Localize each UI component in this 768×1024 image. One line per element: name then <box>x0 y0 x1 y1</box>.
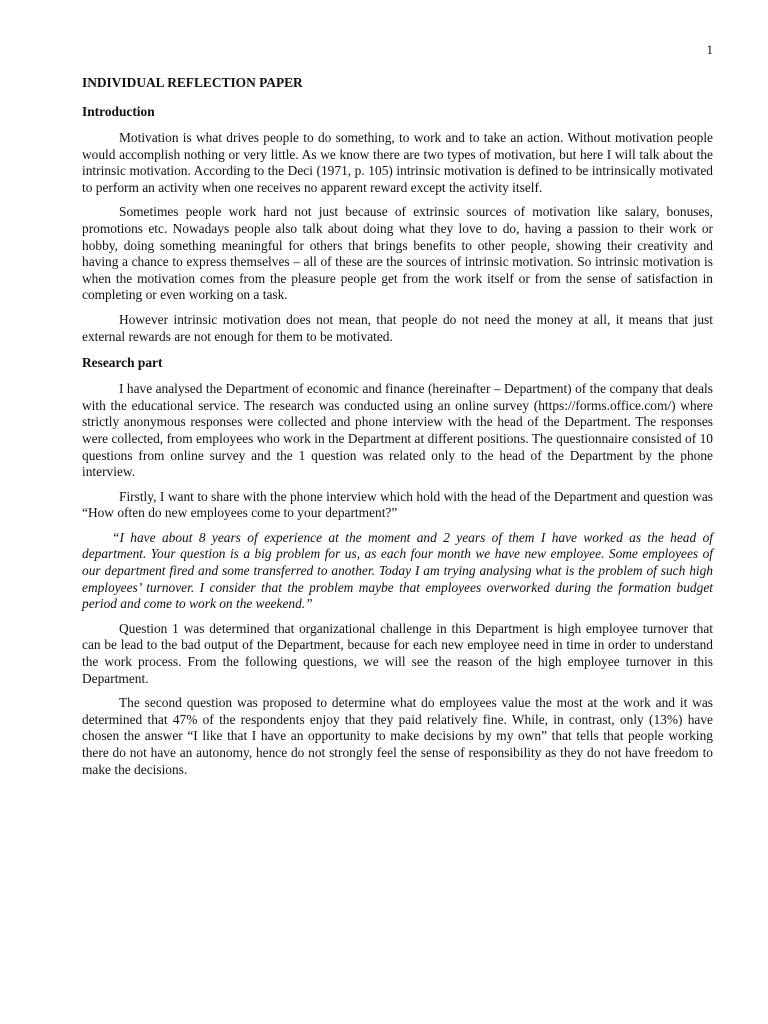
intro-paragraph-3: However intrinsic motivation does not mean, that people do not need the money at all, it means that just external rewards are not enough for them to be motivated. <box>82 311 713 344</box>
document-body <box>82 104 713 786</box>
research-paragraph-1: I have analysed the Department of economic and finance (hereinafter – Department) of the company that deals with the educational service. The research was conducted using an online survey (https://forms.office.com/) where strictly anonymous responses were collected and phone interview with the head of the Department. The responses were collected, from employees who work in the Department at different positions. The questionnaire consisted of 10 questions from online survey and the 1 question was related only to the head of the Department by the phone interview. <box>82 381 713 480</box>
research-paragraph-2: Firstly, I want to share with the phone interview which hold with the head of the Department and question was “How often do new employees come to your department?” <box>82 488 713 521</box>
interview-quote: “I have about 8 years of experience at the moment and 2 years of them I have worked as the head of department. Your question is a big problem for us, as each four month we have new employee. Some employees of our department fired and some transferred to another. Today I am trying analysing what is the problem of such high employees’ turnover. I consider that the problem maybe that employees overworked during the formation budget period and come to work on the weekend.” <box>82 529 713 612</box>
document-title: INDIVIDUAL REFLECTION PAPER <box>82 75 303 90</box>
intro-paragraph-1: Motivation is what drives people to do something, to work and to take an action. Without motivation people would accomplish nothing or very little. As we know there are two types of motivation, but here I will talk about the intrinsic motivation. According to the Deci (1971, p. 105) intrinsic motivation is defined to be intrinsically motivated to perform an activity when one receives no apparent reward except the activity itself. <box>82 130 713 195</box>
page-number: 1 <box>706 42 713 57</box>
research-paragraph-3: Question 1 was determined that organizational challenge in this Department is high employee turnover that can be lead to the bad output of the Department, because for each new employee need in time in order to understand the work process. From the following questions, we will see the reason of the high employee turnover in this Department. <box>82 620 713 686</box>
research-heading: Research part <box>82 355 163 371</box>
introduction-heading: Introduction <box>82 104 155 119</box>
intro-paragraph-2: Sometimes people work hard not just because of extrinsic sources of motivation like salary, bonuses, promotions etc. Nowadays people also talk about doing what they love to do, having a passion to their work or hobby, doing something meaningful for others that brings benefits to other people, showing their creativity and having a chance to express themselves – all of these are the sources of intrinsic motivation. So intrinsic motivation is when the motivation comes from the pleasure people get from the work itself or from the sense of satisfaction in completing or even working on a task. <box>82 204 713 303</box>
research-paragraph-4: The second question was proposed to determine what do employees value the most at the work and it was determined that 47% of the respondents enjoy that they paid relatively fine. While, in contrast, only (13%) have chosen the answer “I like that I have an opportunity to make decisions by my own” that tells that people working there do not have an autonomy, hence do not strongly feel the sense of responsibility as they do not have freedom to make the decisions. <box>82 695 713 777</box>
